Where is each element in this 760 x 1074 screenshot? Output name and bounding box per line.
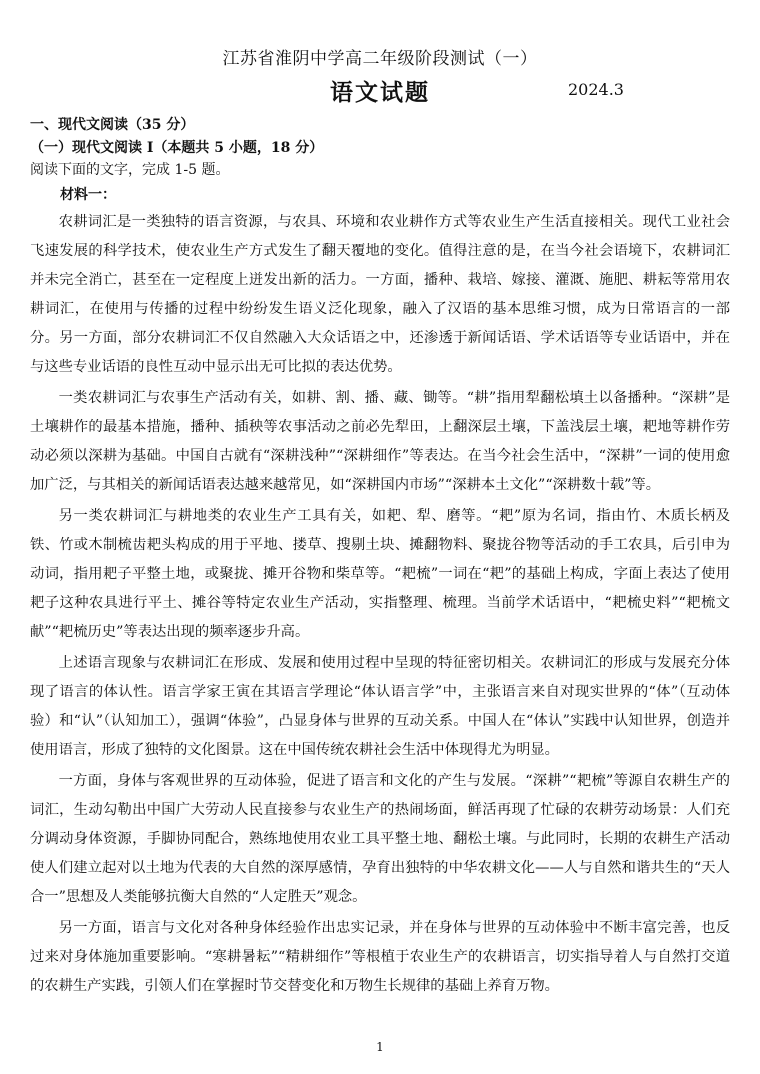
reading-passage [30, 208, 730, 1003]
passage-paragraph: 另一方面，语言与文化对各种身体经验作出忠实记录，并在身体与世界的互动体验中不断丰富完善，也反过来对身体施加重要影响。“寒耕暑耘”“精耕细作”等根植于农业生产的农耕语言，切实指导着人与自然打交道的农耕生产实践，引领人们在掌握时节交替变化和万物生长规律的基础上养育万物。 [30, 920, 730, 994]
passage-paragraph: 农耕词汇是一类独特的语言资源，与农具、环境和农业耕作方式等农业生产生活直接相关。现代工业社会飞速发展的科学技术，使农业生产方式发生了翻天覆地的变化。值得注意的是，在当今社会语境下，农耕词汇并未完全消亡，甚至在一定程度上迸发出新的活力。一方面，播种、栽培、嫁接、灌溉、施肥、耕耘等常用农耕词汇，在使用与传播的过程中纷纷发生语义泛化现象，融入了汉语的基本思维习惯，成为日常语言的一部分。另一方面，部分农耕词汇不仅自然融入大众话语之中，还渗透于新闻话语、学术话语等专业话语中，并在与这些专业话语的良性互动中显示出无可比拟的表达优势。 [30, 214, 730, 375]
passage-paragraph: 一方面，身体与客观世界的互动体验，促进了语言和文化的产生与发展。“深耕”“耙梳”等源自农耕生产的词汇，生动勾勒出中国广大劳动人民直接参与农业生产的热闹场面，鲜活再现了忙碌的农耕劳动场景：人们充分调动身体资源，手脚协同配合，熟练地使用农业工具平整土地、翻松土壤。与此同时，长期的农耕生产活动使人们建立起对以土地为代表的大自然的深厚感情，孕育出独特的中华农耕文化——人与自然和谐共生的“天人合一”思想及人类能够抗衡大自然的“人定胜天”观念。 [30, 773, 730, 905]
page-number: 1 [376, 1040, 384, 1054]
reading-instruction: 阅读下面的文字，完成 1-5 题。 [30, 162, 230, 178]
passage-paragraph: 另一类农耕词汇与耕地类的农业生产工具有关，如耙、犁、磨等。“耙”原为名词，指由竹、木质长柄及铁、竹或木制梳齿耙头构成的用于平地、搂草、搜剔土块、摊翻物料、聚拢谷物等活动的手工农具，后引申为动词，指用耙子平整土地，或聚拢、摊开谷物和柴草等。“耙梳”一词在“耙”的基础上构成，字面上表达了使用耙子这种农具进行平土、摊谷等特定农业生产活动，实指整理、梳理。当前学术话语中，“耙梳史料”“耙梳文献”“耙梳历史”等表达出现的频率逐步升高。 [30, 508, 730, 640]
exam-title: 语文试题 [330, 79, 430, 106]
school-title: 江苏省淮阴中学高二年级阶段测试（一） [222, 49, 538, 69]
passage-paragraph: 上述语言现象与农耕词汇在形成、发展和使用过程中呈现的特征密切相关。农耕词汇的形成与发展充分体现了语言的体认性。语言学家王寅在其语言学理论“体认语言学”中，主张语言来自对现实世界的“体”（互动体验）和“认”（认知加工），强调“体验”，凸显身体与世界的互动关系。中国人在“体认”实践中认知世界，创造并使用语言，形成了独特的文化图景。这在中国传统农耕社会生活中体现得尤为明显。 [30, 655, 730, 758]
material-label: 材料一： [60, 187, 116, 203]
exam-date: 2024.3 [568, 80, 624, 99]
subsection-heading: （一）现代文阅读 I（本题共 5 小题，18 分） [30, 140, 324, 156]
section-heading: 一、现代文阅读（35 分） [30, 117, 195, 133]
passage-paragraph: 一类农耕词汇与农事生产活动有关，如耕、割、播、藏、锄等。“耕”指用犁翻松填土以备播种。“深耕”是土壤耕作的最基本措施，播种、插秧等农事活动之前必先犁田，上翻深层土壤，下盖浅层土壤，耙地等耕作劳动必须以深耕为基础。中国自古就有“深耕浅种”“深耕细作”等表达。在当今社会生活中，“深耕”一词的使用愈加广泛，与其相关的新闻话语表达越来越常见，如“深耕国内市场”“深耕本土文化”“深耕数十载”等。 [30, 390, 730, 493]
